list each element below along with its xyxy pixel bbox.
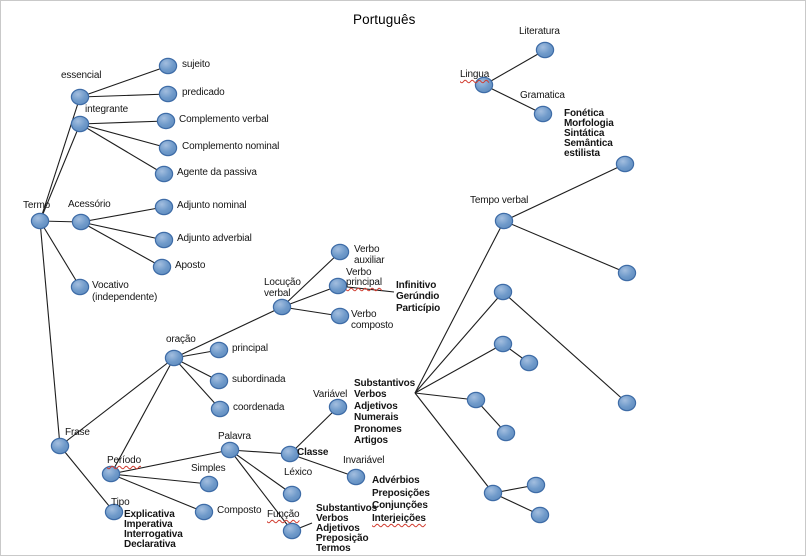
label-line: Imperativa [124,519,173,530]
label-line: Acessório [68,199,111,210]
node-conjugacao[interactable] [527,477,544,492]
node-frase[interactable] [51,438,68,453]
label-line: Locução [264,277,301,288]
node-agente[interactable] [155,166,172,181]
label-line: oração [166,334,196,345]
label-invariavel [343,455,384,467]
label-funcao [267,509,299,521]
label-line: Verbo [346,267,372,278]
label-integrante [85,104,128,116]
node-flexao[interactable] [494,284,511,299]
label-funcao-list [316,504,377,554]
label-line: essencial [61,70,102,81]
label-simples [191,463,226,475]
label-variavel [313,389,347,401]
label-essencial [61,70,101,82]
mindmap-graph [1,1,806,556]
edge-flexao-numeralblk [503,292,627,403]
node-palavra[interactable] [221,442,238,457]
label-coordenada [233,402,284,414]
node-sujeito[interactable] [159,58,176,73]
label-oracao [166,334,196,346]
node-verboaux[interactable] [331,244,348,259]
node-verbocomp[interactable] [331,308,348,323]
label-line: auxiliar [354,255,385,266]
label-line: Fonética [564,108,604,119]
label-vocativo [92,280,157,304]
edge-integrante-compnominal [80,124,168,148]
label-line: Adjetivos [316,523,360,534]
node-integrante[interactable] [71,116,88,131]
label-line: Preposições [372,487,430,499]
label-tipo [111,497,129,509]
node-funcao[interactable] [283,523,300,538]
node-lexico[interactable] [283,486,300,501]
node-gramatica[interactable] [534,106,551,121]
label-line: Adjunto nominal [177,200,247,211]
label-compverbal [179,114,269,126]
page-title: Português [353,12,416,27]
label-line: Invariável [343,455,385,466]
edge-essencial-predicado1 [80,94,168,97]
node-tempoverbal[interactable] [495,213,512,228]
label-line: Infinitivo [396,280,437,291]
node-verboprinc[interactable] [329,278,346,293]
label-variavel-list [354,378,415,446]
node-compverbal[interactable] [157,113,174,128]
label-line: Agente da passiva [177,167,257,178]
node-essencial[interactable] [71,89,88,104]
node-acessorio[interactable] [72,214,89,229]
label-gramatica [520,90,565,102]
edge-tempoverbal-presenteblk [504,164,625,221]
node-simples[interactable] [200,476,217,491]
label-line: subordinada [232,374,286,385]
label-verboprinc [346,268,382,288]
label-lingua [460,69,489,81]
node-oracao[interactable] [165,350,182,365]
label-line: Explicativa [124,509,175,520]
node-termo[interactable] [31,213,48,228]
label-line: Conjunções [372,500,428,512]
label-infinitivo-list [396,280,440,314]
label-line: Frase [65,427,90,438]
label-line: Verbo [351,309,377,320]
label-line: Variável [313,389,348,400]
label-lexico [284,467,312,479]
label-line: Tempo verbal [470,195,529,206]
label-line: Sintática [564,128,605,139]
label-line: principal [346,277,382,288]
node-variavel[interactable] [329,399,346,414]
label-line: Preposição [316,533,369,544]
node-subordinada[interactable] [210,373,227,388]
edge-integrante-compverbal [80,121,166,124]
label-line: integrante [85,104,128,115]
label-line: Verbos [316,513,349,524]
label-line: Artigos [354,435,388,447]
label-line: Substantivos [354,378,415,389]
label-line: Termo [23,200,51,211]
label-compnominal [182,141,279,153]
label-locucao [264,277,301,299]
label-line: Substantivos [316,503,377,514]
node-classificacao[interactable] [484,485,501,500]
node-compnominal[interactable] [159,140,176,155]
label-sujeito [182,59,210,71]
node-periodo[interactable] [102,466,119,481]
node-principal[interactable] [210,342,227,357]
node-verbalblk[interactable] [497,425,514,440]
label-line: Simples [191,463,226,474]
label-line: Interjeições [372,513,426,525]
label-line: Léxico [284,467,313,478]
label-line: Classe [297,447,329,458]
node-invariavel[interactable] [347,469,364,484]
label-line: Gerúndio [396,291,440,303]
edge-lingua-literatura [484,50,545,85]
label-line: Interrogativa [124,529,183,540]
edge-acessorio-adjadverbial [81,222,164,240]
node-adjadverbial[interactable] [155,232,172,247]
edge-hub-predicado2 [415,393,476,400]
node-literatura[interactable] [536,42,553,57]
label-adjnominal [177,200,246,212]
edge-termo-vocativo [40,221,80,287]
label-fonetica-list [564,109,614,159]
label-composto [217,505,261,517]
label-invariavel-list [372,475,430,526]
label-acessorio [68,199,111,211]
label-line: Composto [217,505,262,516]
label-line: Complemento nominal [182,141,280,152]
label-subordinada [232,374,285,386]
node-formas[interactable] [494,336,511,351]
node-formacaoblk[interactable] [618,265,635,280]
label-line: Tipo [111,497,130,508]
node-locucao[interactable] [273,299,290,314]
edge-termo-frase [40,221,60,446]
label-agente [177,167,257,179]
node-infinitivo2[interactable] [520,355,537,370]
label-predicado1 [182,87,225,99]
node-numeralblk[interactable] [618,395,635,410]
label-line: composto [351,319,394,331]
edge-tempoverbal-formacaoblk [504,221,627,273]
label-classe [297,447,328,459]
label-line: Lingua [460,69,490,80]
label-line: Advérbios [372,475,420,486]
label-line: Vocativo [92,280,129,291]
node-coordenada[interactable] [211,401,228,416]
edge-periodo-simples [111,474,209,484]
node-presenteblk[interactable] [616,156,633,171]
label-line: sujeito [182,59,210,70]
label-line: Morfologia [564,118,614,129]
label-tempoverbal [470,195,528,207]
node-predicado2[interactable] [467,392,484,407]
label-periodo [107,455,141,467]
label-line: Particípio [396,302,441,314]
label-line: principal [232,343,268,354]
label-line: (independente) [92,292,158,303]
label-palavra [218,431,251,443]
label-line: Gramatica [520,90,565,101]
label-line: Pronomes [354,423,402,435]
label-line: Verbo [354,244,380,255]
label-line: Função [267,509,300,520]
node-qto[interactable] [531,507,548,522]
label-aposto [175,260,205,272]
label-line: Adjetivos [354,400,398,412]
label-line: Adjunto adverbial [177,233,252,244]
label-line: Semântica [564,138,613,149]
label-line: Literatura [519,26,560,37]
label-line: Palavra [218,431,251,442]
label-tipo-list [124,510,183,550]
label-frase [65,427,90,439]
label-line: coordenada [233,402,285,413]
label-adjadverbial [177,233,252,245]
edge-acessorio-aposto [81,222,162,267]
node-composto[interactable] [195,504,212,519]
node-predicado1[interactable] [159,86,176,101]
label-line: verbal [264,288,291,299]
label-literatura [519,26,560,38]
label-line: Termos [316,543,351,554]
node-adjnominal[interactable] [155,199,172,214]
label-verboaux [354,244,384,266]
label-termo [23,200,50,212]
label-principal [232,343,268,355]
label-verbocomp [351,310,393,331]
edge-integrante-agente [80,124,164,174]
label-line: Verbos [354,389,387,401]
label-line: Período [107,455,141,466]
label-line: Complemento verbal [179,114,269,125]
node-aposto[interactable] [153,259,170,274]
label-line: Aposto [175,260,206,271]
label-line: Declarativa [124,539,176,550]
label-line: Numerais [354,412,399,424]
label-line: predicado [182,87,225,98]
node-vocativo[interactable] [71,279,88,294]
label-line: estilista [564,148,600,159]
